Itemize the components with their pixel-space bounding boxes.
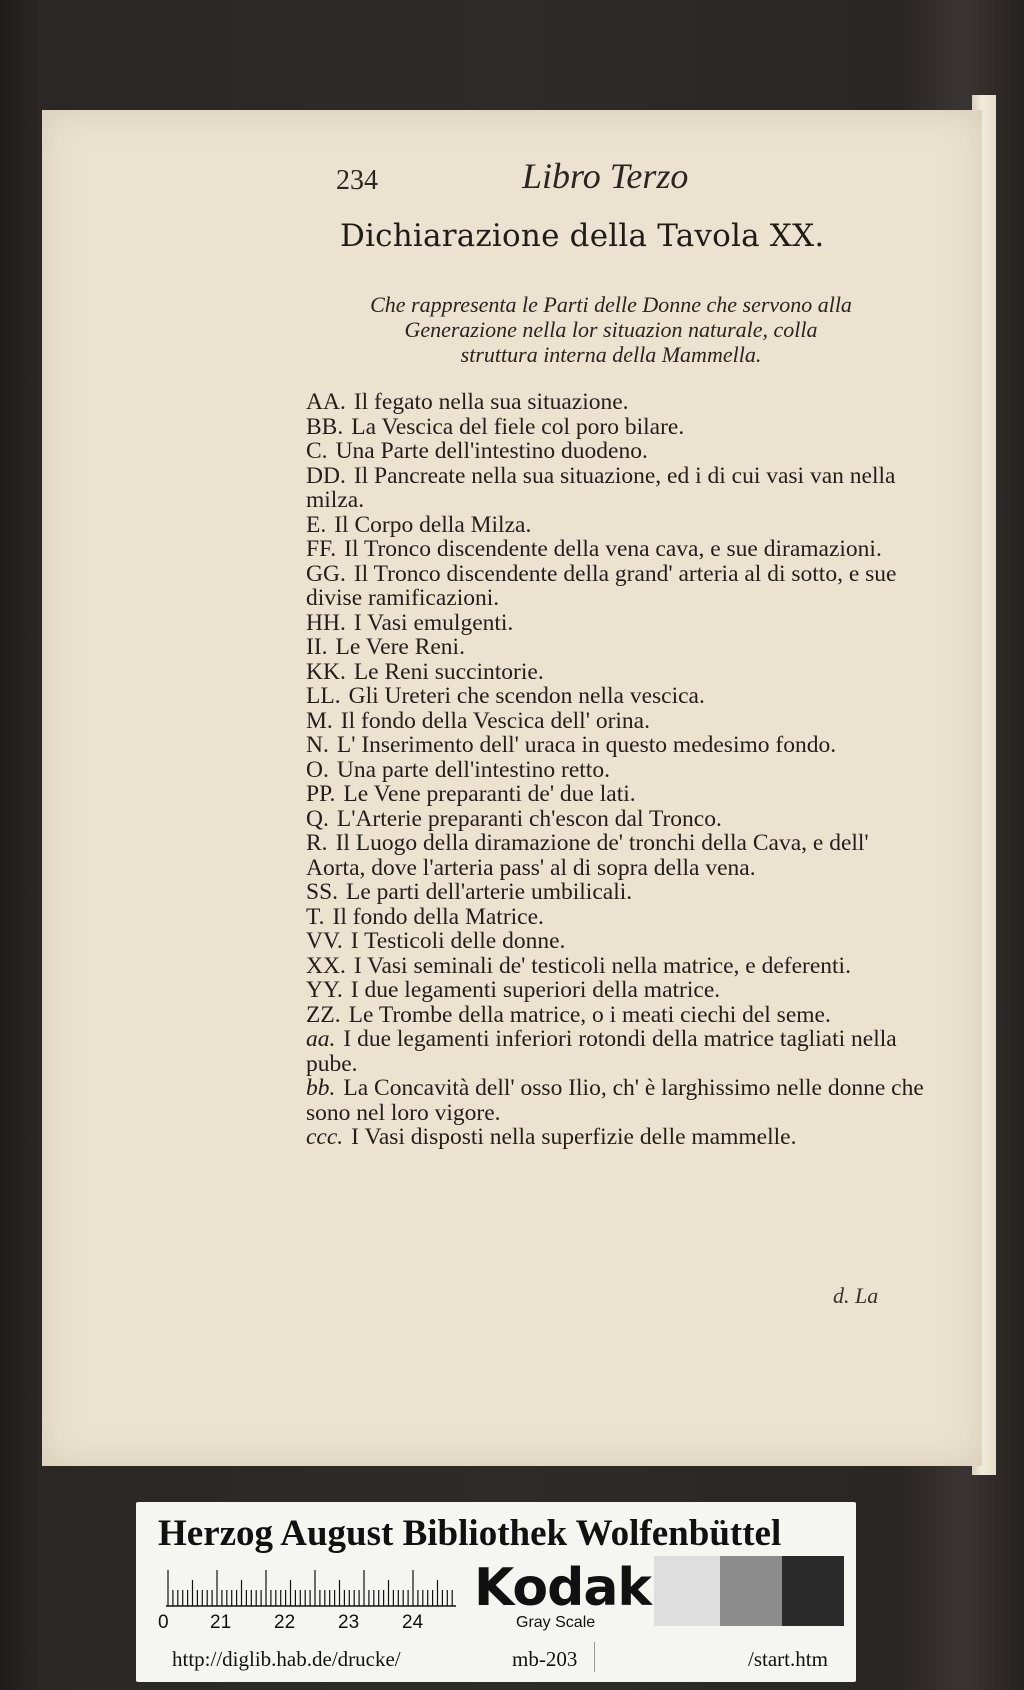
legend-item <box>306 709 926 734</box>
legend-item <box>306 831 926 880</box>
legend-text: Il fondo della Matrice. <box>332 903 544 930</box>
ruler-label: 21 <box>210 1612 232 1633</box>
legend-item <box>306 758 926 783</box>
url-id: mb-203 <box>512 1647 578 1671</box>
gray-swatch-light <box>654 1556 720 1626</box>
legend-key: LL. <box>306 683 341 709</box>
legend-text: Le Trombe della matrice, o i meati ciechi del seme. <box>348 1001 831 1028</box>
legend-item <box>306 1027 926 1076</box>
legend-text: I Testicoli delle donne. <box>350 928 566 954</box>
legend-item <box>306 439 926 464</box>
legend-text: Le Reni succintorie. <box>353 658 544 685</box>
running-title: Libro Terzo <box>522 156 689 196</box>
legend-text: L' Inserimento dell' uraca in questo medesimo fondo. <box>336 732 837 758</box>
legend-text: La Concavità dell' osso Ilio, ch' è larghissimo nelle donne che sono nel loro vigore. <box>306 1075 924 1126</box>
legend-key: BB. <box>306 413 344 440</box>
legend-text: I due legamenti inferiori rotondi della matrice tagliati nella pube. <box>306 1026 897 1077</box>
legend-text: Il Pancreate nella sua situazione, ed i di cui vasi van nella milza. <box>306 462 896 513</box>
legend-text: Il fegato nella sua situazione. <box>353 389 629 415</box>
legend-key: XX. <box>306 952 346 979</box>
legend-key: II. <box>306 634 328 660</box>
subtitle-line: Che rappresenta le Parti delle Donne che servono alla <box>370 292 852 317</box>
legend-item <box>306 978 926 1003</box>
legend-item <box>306 513 926 538</box>
legend-key: AA. <box>306 389 346 415</box>
color-calibration-card <box>136 1502 856 1682</box>
legend-item <box>306 1125 926 1150</box>
ruler-label: 22 <box>274 1612 296 1633</box>
legend-key: YY. <box>306 977 343 1003</box>
legend-item <box>306 782 926 807</box>
legend-item <box>306 635 926 660</box>
library-name: Herzog August Bibliothek Wolfenbüttel <box>158 1513 782 1554</box>
legend-item <box>306 954 926 979</box>
legend-text: La Vescica del fiele col poro bilare. <box>351 413 685 440</box>
subtitle-line: Generazione nella lor situazion naturale, colla <box>404 317 818 342</box>
running-head <box>336 155 756 203</box>
legend-key: HH. <box>306 609 346 636</box>
legend-item <box>306 1003 926 1028</box>
legend-item <box>306 880 926 905</box>
ruler-scale <box>166 1564 456 1608</box>
legend-key: M. <box>306 707 333 734</box>
legend-key: GG. <box>306 560 346 587</box>
page-number: 234 <box>336 165 378 196</box>
legend-item <box>306 537 926 562</box>
legend-key: ZZ. <box>306 1001 341 1028</box>
ruler-labels <box>158 1612 458 1638</box>
legend-item <box>306 684 926 709</box>
subtitle <box>316 292 906 367</box>
ruler-label: 23 <box>338 1612 360 1633</box>
legend-text: L'Arterie preparanti ch'escon dal Tronco. <box>336 805 722 832</box>
legend-text: Le Vene preparanti de' due lati. <box>343 781 636 807</box>
legend-key: R. <box>306 830 328 856</box>
url-suffix: /start.htm <box>748 1647 828 1671</box>
ruler-label: 0 <box>158 1612 169 1633</box>
gray-scale-label: Gray Scale <box>516 1614 596 1631</box>
legend-item <box>306 562 926 611</box>
legend-item <box>306 390 926 415</box>
legend-item <box>306 415 926 440</box>
legend-text: Il Tronco discendente della vena cava, e sue diramazioni. <box>344 536 882 562</box>
legend-item <box>306 905 926 930</box>
legend-text: Il Corpo della Milza. <box>334 511 532 538</box>
legend-list <box>306 390 926 1150</box>
legend-key: VV. <box>306 928 343 954</box>
legend-key: DD. <box>306 462 346 489</box>
legend-item <box>306 807 926 832</box>
legend-key: N. <box>306 732 329 758</box>
legend-item <box>306 660 926 685</box>
legend-item <box>306 733 926 758</box>
legend-text: I Vasi emulgenti. <box>353 609 514 636</box>
url-base: http://diglib.hab.de/drucke/ <box>172 1647 401 1671</box>
gray-swatch-mid <box>720 1556 782 1626</box>
legend-key: PP. <box>306 781 336 807</box>
legend-key: aa. <box>306 1026 336 1052</box>
legend-key: FF. <box>306 536 337 562</box>
gray-swatch-dark <box>782 1556 844 1626</box>
subtitle-line: struttura interna della Mammella. <box>460 342 762 367</box>
legend-key: KK. <box>306 658 346 685</box>
catchword: d. La <box>833 1283 879 1308</box>
legend-text: Le Vere Reni. <box>335 634 465 660</box>
legend-text: Gli Ureteri che scendon nella vescica. <box>348 683 705 709</box>
legend-text: Una parte dell'intestino retto. <box>336 756 610 783</box>
legend-key: Q. <box>306 805 329 832</box>
kodak-logo: Kodak <box>474 1558 651 1618</box>
legend-key: T. <box>306 903 325 930</box>
legend-key: ccc. <box>306 1124 344 1150</box>
legend-item <box>306 929 926 954</box>
ruler-label: 24 <box>402 1612 424 1633</box>
legend-text: Il Luogo della diramazione de' tronchi della Cava, e dell' Aorta, dove l'arteria pass' al di sopra della vena. <box>306 830 869 881</box>
url-divider <box>594 1642 595 1672</box>
page-title: Dichiarazione della Tavola XX. <box>340 218 825 254</box>
legend-key: SS. <box>306 879 339 905</box>
legend-key: O. <box>306 756 329 783</box>
legend-text: Il fondo della Vescica dell' orina. <box>340 707 650 734</box>
legend-text: Le parti dell'arterie umbilicali. <box>346 879 633 905</box>
legend-key: E. <box>306 511 327 538</box>
legend-item <box>306 464 926 513</box>
legend-text: Una Parte dell'intestino duodeno. <box>335 438 648 464</box>
legend-text: Il Tronco discendente della grand' arteria al di sotto, e sue divise ramificazioni. <box>306 560 897 611</box>
legend-text: I Vasi disposti nella superfizie delle mammelle. <box>351 1124 797 1150</box>
legend-text: I Vasi seminali de' testicoli nella matrice, e deferenti. <box>353 952 851 979</box>
legend-key: bb. <box>306 1075 336 1101</box>
legend-item <box>306 611 926 636</box>
legend-item <box>306 1076 926 1125</box>
legend-text: I due legamenti superiori della matrice. <box>350 977 721 1003</box>
legend-key: C. <box>306 438 328 464</box>
